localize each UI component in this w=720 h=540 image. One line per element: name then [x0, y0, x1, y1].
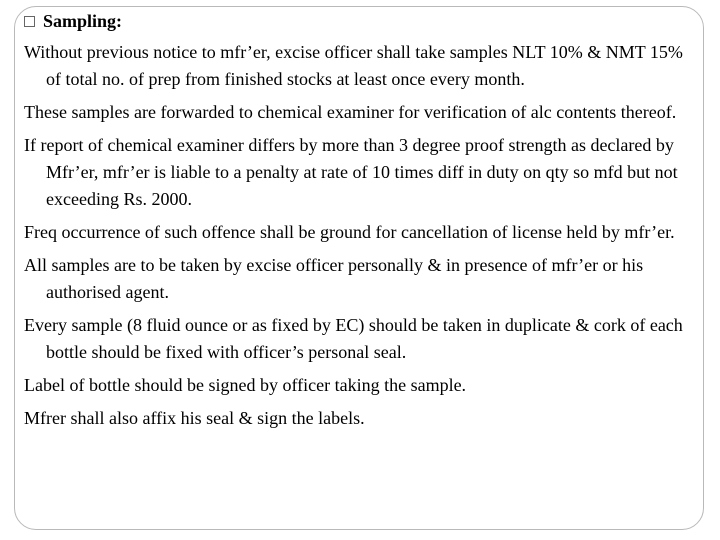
- paragraph-penalty: If report of chemical examiner differs by more than 3 degree proof strength as declared by Mfr’er, mfr’er is liable to a penalty at rate of 10 times diff in duty on qty so mfd but not exceeding Rs. 2000.: [24, 135, 678, 209]
- paragraph-personal-sampling: All samples are to be taken by excise officer personally & in presence of mfr’er or his authorised agent.: [24, 255, 644, 302]
- checkbox-bullet-icon: [24, 16, 35, 27]
- heading-text: Sampling:: [43, 11, 123, 31]
- slide-content: [24, 8, 700, 438]
- paragraph-sampling-notice: Without previous notice to mfr’er, excise officer shall take samples NLT 10% & NMT 15% of total no. of prep from finished stocks at least once every month.: [24, 42, 683, 89]
- paragraph-forwarding: These samples are forwarded to chemical examiner for verification of alc contents thereof.: [24, 102, 677, 122]
- paragraph-cancellation: Freq occurrence of such offence shall be ground for cancellation of license held by mfr’er.: [24, 222, 675, 242]
- slide-heading: [24, 8, 700, 35]
- paragraph-manufacturer-seal: Mfrer shall also affix his seal & sign the labels.: [24, 408, 365, 428]
- paragraph-label-signing: Label of bottle should be signed by officer taking the sample.: [24, 375, 467, 395]
- paragraph-duplicate-seal: Every sample (8 fluid ounce or as fixed by EC) should be taken in duplicate & cork of each bottle should be fixed with officer’s personal seal.: [24, 315, 683, 362]
